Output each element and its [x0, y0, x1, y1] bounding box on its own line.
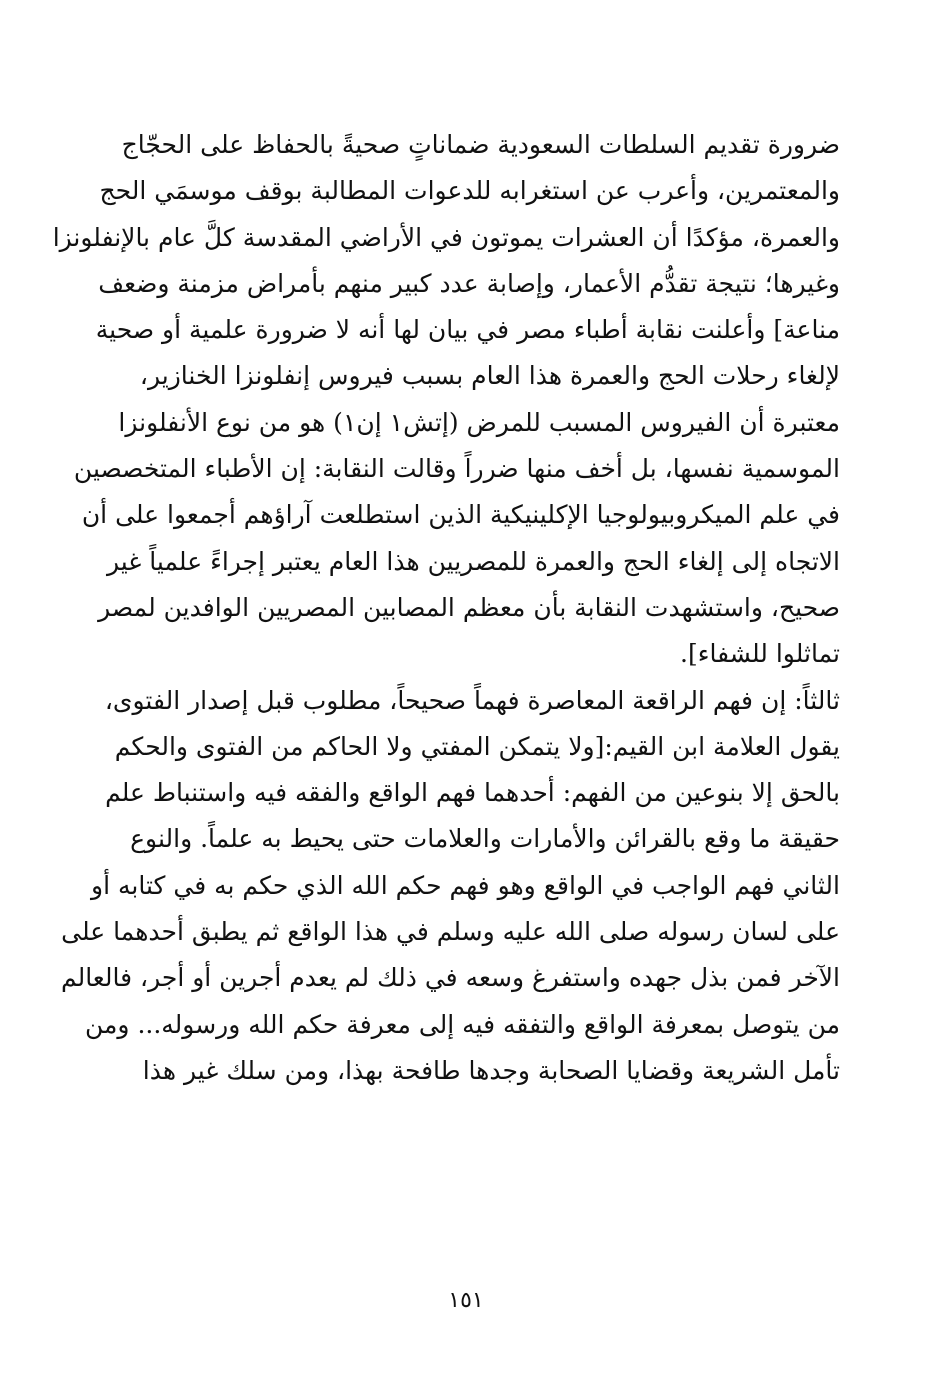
- text-line: من يتوصل بمعرفة الواقع والتفقه فيه إلى معرفة حكم الله ورسوله... ومن: [85, 1009, 840, 1039]
- page-number: ١٥١: [448, 1288, 484, 1313]
- text-line: في علم الميكروبيولوجيا الإكلينيكية الذين استطلعت آراؤهم أجمعوا على أن: [81, 500, 840, 530]
- text-line: الاتجاه إلى إلغاء الحج والعمرة للمصريين هذا العام يعتبر إجراءً علمياً غير: [106, 546, 840, 576]
- body-text: [52, 122, 840, 1094]
- text-line: الثاني فهم الواجب في الواقع وهو فهم حكم الله الذي حكم به في كتابه أو: [91, 870, 840, 900]
- text-line: الآخر فمن بذل جهده واستفرغ وسعه في ذلك لم يعدم أجرين أو أجر، فالعالم: [60, 963, 840, 993]
- text-line: لإلغاء رحلات الحج والعمرة هذا العام بسبب فيروس إنفلونزا الخنازير،: [139, 361, 840, 391]
- text-line: وغيرها؛ نتيجة تقدُّم الأعمار، وإصابة عدد كبير منهم بأمراض مزمنة وضعف: [98, 268, 840, 298]
- text-line: بالحق إلا بنوعين من الفهم: أحدهما فهم الواقع والفقه فيه واستنباط علم: [105, 778, 840, 808]
- text-line: يقول العلامة ابن القيم:[ولا يتمكن المفتي ولا الحاكم من الفتوى والحكم: [114, 731, 840, 761]
- text-line: على لسان رسوله صلى الله عليه وسلم في هذا الواقع ثم يطبق أحدهما على: [61, 917, 840, 947]
- text-line: ثالثاً: إن فهم الراقعة المعاصرة فهماً صحيحاً، مطلوب قبل إصدار الفتوى،: [104, 685, 840, 715]
- text-line: والمعتمرين، وأعرب عن استغرابه للدعوات المطالبة بوقف موسمَي الحج: [99, 176, 840, 206]
- text-line: حقيقة ما وقع بالقرائن والأمارات والعلامات حتى يحيط به علماً. والنوع: [130, 824, 840, 854]
- text-line: صحيح، واستشهدت النقابة بأن معظم المصابين المصريين الوافدين لمصر: [98, 592, 840, 622]
- text-line: والعمرة، مؤكدًا أن العشرات يموتون في الأراضي المقدسة كلَّ عام بالإنفلونزا: [52, 222, 840, 252]
- text-line: تأمل الشريعة وقضايا الصحابة وجدها طافحة بهذا، ومن سلك غير هذا: [142, 1055, 840, 1085]
- text-line: الموسمية نفسها، بل أخف منها ضرراً وقالت النقابة: إن الأطباء المتخصصين: [73, 454, 840, 484]
- text-line: ضرورة تقديم السلطات السعودية ضماناتٍ صحيةً بالحفاظ على الحجّاج: [121, 130, 840, 159]
- text-line: مناعة] وأعلنت نقابة أطباء مصر في بيان لها أنه لا ضرورة علمية أو صحية: [95, 315, 840, 345]
- text-line: معتبرة أن الفيروس المسبب للمرض (إتش١ إن١) هو من نوع الأنفلونزا: [118, 407, 840, 437]
- paragraph-end-line: تماثلوا للشفاء].: [680, 639, 840, 669]
